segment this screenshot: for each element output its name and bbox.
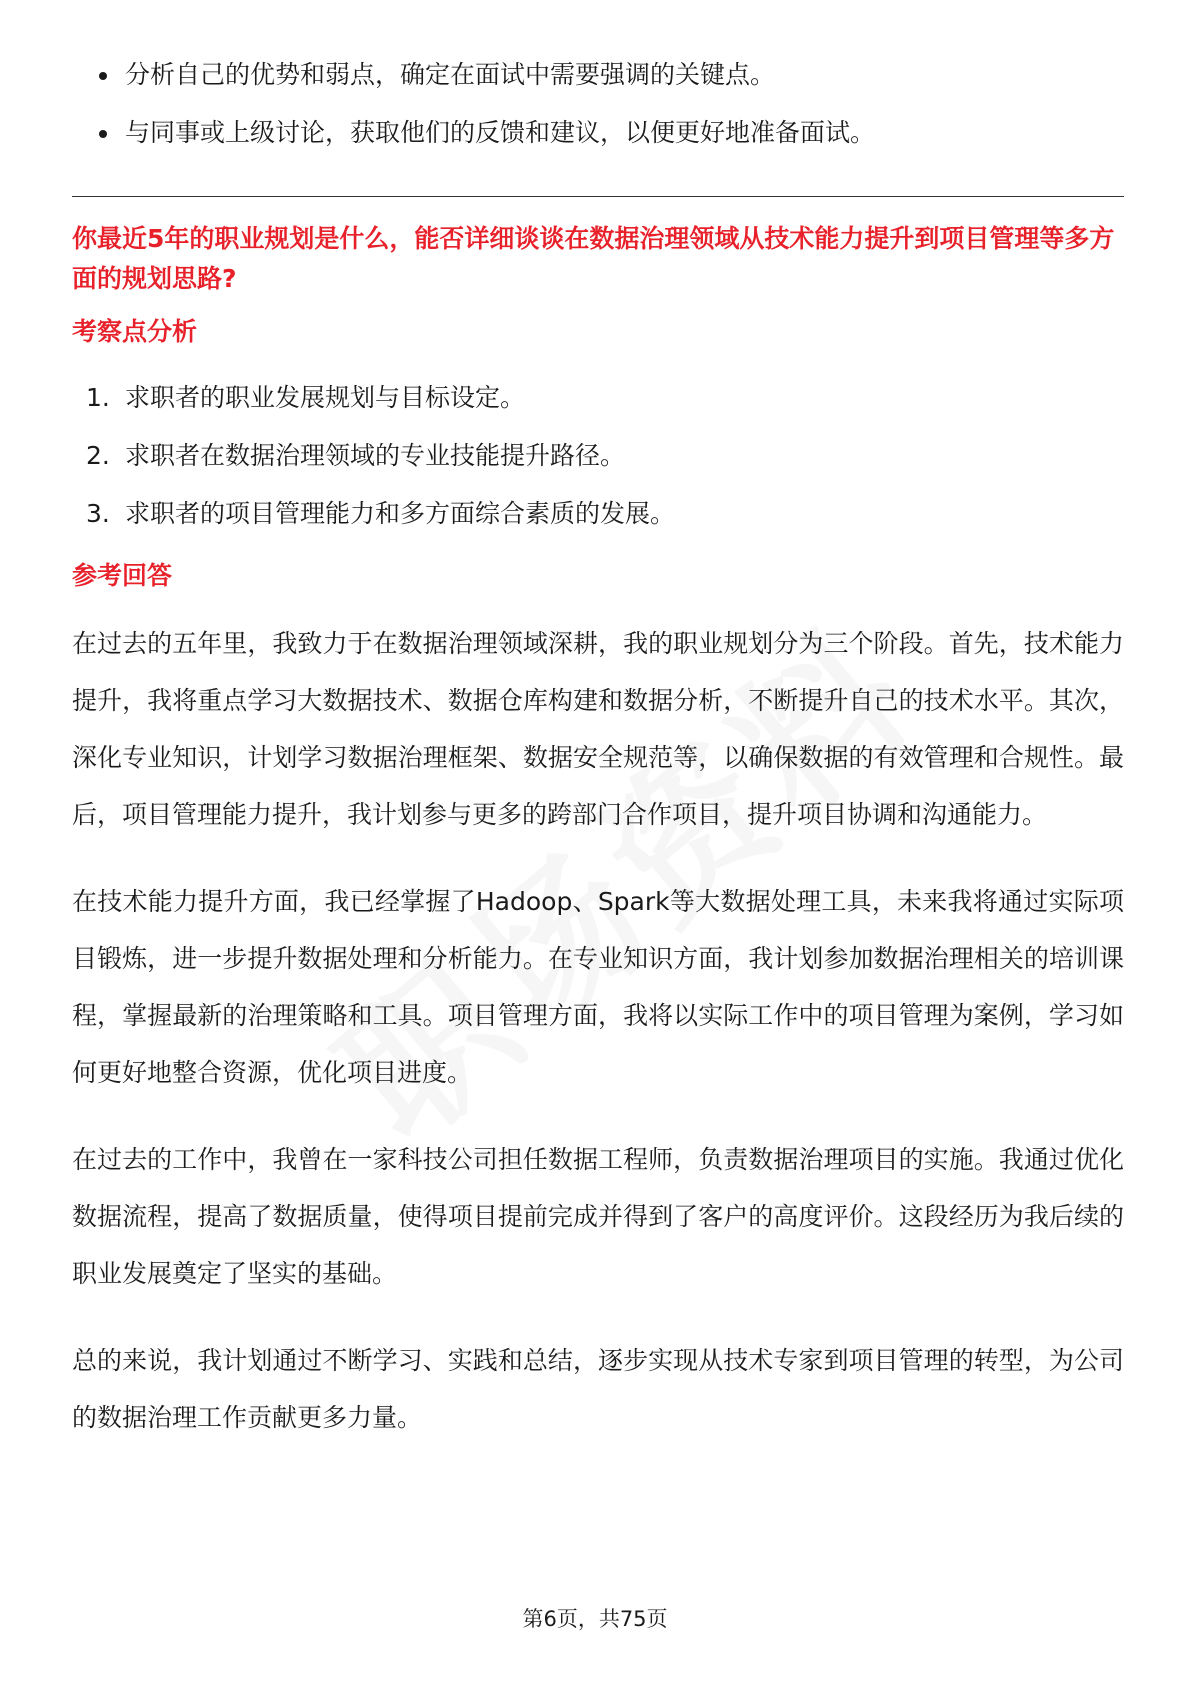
page-content bbox=[72, 58, 1124, 1446]
analysis-point bbox=[72, 439, 1124, 473]
bullet-dot-icon bbox=[99, 72, 107, 80]
answer-paragraph: 在过去的工作中，我曾在一家科技公司担任数据工程师，负责数据治理项目的实施。我通过优化数据流程，提高了数据质量，使得项目提前完成并得到了客户的高度评价。这段经历为我后续的职业发展奠定了坚实的基础。 bbox=[72, 1145, 1124, 1288]
section-divider bbox=[72, 196, 1124, 197]
point-number: 1. bbox=[86, 383, 110, 412]
bullet-text: 与同事或上级讨论，获取他们的反馈和建议，以便更好地准备面试。 bbox=[125, 118, 876, 147]
answer-paragraph: 在技术能力提升方面，我已经掌握了Hadoop、Spark等大数据处理工具，未来我将通过实际项目锻炼，进一步提升数据处理和分析能力。在专业知识方面，我计划参加数据治理相关的培训课程，掌握最新的治理策略和工具。项目管理方面，我将以实际工作中的项目管理为案例，学习如何更好地整合资源，优化项目进度。 bbox=[72, 887, 1124, 1087]
bullet-item bbox=[72, 116, 1124, 150]
question-heading: 你最近5年的职业规划是什么，能否详细谈谈在数据治理领域从技术能力提升到项目管理等多方面的规划思路? bbox=[72, 224, 1115, 293]
point-text: 求职者的项目管理能力和多方面综合素质的发展。 bbox=[125, 499, 676, 528]
bullet-item bbox=[72, 58, 1124, 92]
bullet-text: 分析自己的优势和弱点，确定在面试中需要强调的关键点。 bbox=[125, 60, 776, 89]
analysis-point bbox=[72, 497, 1124, 531]
analysis-point bbox=[72, 381, 1124, 415]
point-text: 求职者在数据治理领域的专业技能提升路径。 bbox=[125, 441, 626, 470]
page-number-footer: 第6页，共75页 bbox=[522, 1607, 668, 1631]
point-number: 3. bbox=[86, 499, 110, 528]
answer-paragraph: 在过去的五年里，我致力于在数据治理领域深耕，我的职业规划分为三个阶段。首先，技术能力提升，我将重点学习大数据技术、数据仓库构建和数据分析，不断提升自己的技术水平。其次，深化专业知识，计划学习数据治理框架、数据安全规范等，以确保数据的有效管理和合规性。最后，项目管理能力提升，我计划参与更多的跨部门合作项目，提升项目协调和沟通能力。 bbox=[72, 629, 1124, 829]
answer-heading: 参考回答 bbox=[72, 561, 173, 590]
analysis-heading: 考察点分析 bbox=[72, 317, 198, 346]
analysis-point-list bbox=[72, 381, 1124, 531]
answer-paragraph: 总的来说，我计划通过不断学习、实践和总结，逐步实现从技术专家到项目管理的转型，为公司的数据治理工作贡献更多力量。 bbox=[72, 1346, 1124, 1432]
intro-bullet-list bbox=[72, 58, 1124, 150]
bullet-dot-icon bbox=[99, 130, 107, 138]
point-number: 2. bbox=[86, 441, 110, 470]
point-text: 求职者的职业发展规划与目标设定。 bbox=[125, 383, 526, 412]
